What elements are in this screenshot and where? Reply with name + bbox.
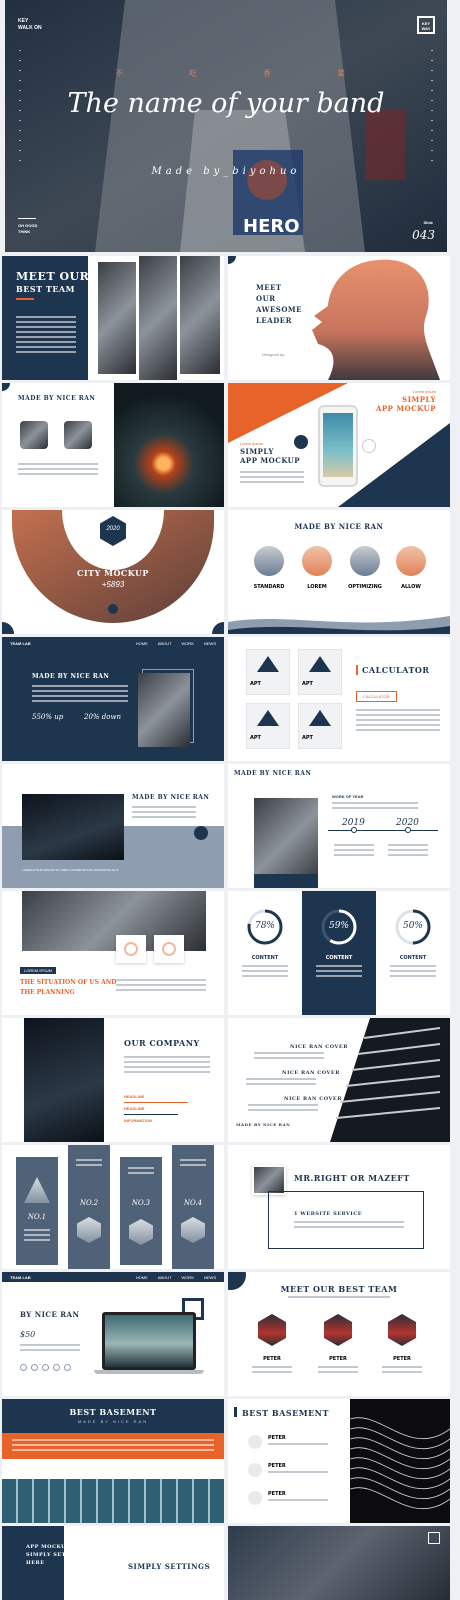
nice2-title: MADE BY NICE RAN [294, 522, 384, 531]
app-title-1: SIMPLY [402, 395, 436, 404]
basement1-building [2, 1479, 224, 1523]
hero-logo-line-1: KEY [421, 21, 431, 26]
building-footer: MADE BY NICE RAN [236, 1122, 291, 1127]
laptop-nav [136, 1275, 216, 1280]
leader-line-2: OUR [256, 294, 276, 303]
app-icon-right [362, 439, 376, 453]
percent-text-1 [242, 965, 288, 980]
leader-corner-circle [228, 256, 236, 264]
hero-slide[interactable] [5, 0, 447, 252]
slide-hex-cards[interactable] [2, 1145, 224, 1269]
hero-shirt-text: HERO [243, 216, 300, 237]
building-text-2 [246, 1078, 316, 1088]
situation-text [116, 979, 206, 994]
situation-title-1: THE SITUATION OF US AND [20, 979, 117, 986]
slide-nice-ran-2[interactable] [228, 510, 450, 634]
company-tag-2: HEADLINE [124, 1106, 145, 1111]
social-icon-1[interactable] [20, 1364, 27, 1371]
basement2-text-2 [268, 1471, 328, 1476]
hexcard-1 [16, 1157, 58, 1265]
app-left-kicker: Lorem ipsum [240, 441, 264, 446]
phone-screen [323, 413, 353, 477]
building-item-2: NICE RAN COVER [282, 1070, 340, 1076]
nice3-nav-home[interactable]: HOME [135, 641, 148, 646]
laptop-price: $50 [20, 1330, 36, 1339]
laptop-screen [102, 1312, 196, 1370]
nice2-circle-1 [254, 546, 284, 576]
team2-avatar-3 [388, 1314, 416, 1346]
app-title-2: APP MOCKUP [375, 404, 436, 413]
company-text [124, 1056, 210, 1076]
nice2-label-4: ALLOW [401, 584, 421, 590]
slide-nice-ran-3[interactable] [2, 637, 224, 761]
building-text-3 [248, 1104, 318, 1114]
team2-name-2: PETER [329, 1356, 347, 1362]
percent-value-2: 59% [328, 921, 349, 931]
social-icon-3[interactable] [42, 1364, 49, 1371]
hero-bottom-line-2: THINK [18, 229, 31, 234]
nice1-thumb-2 [64, 421, 92, 449]
timeline-year-2: 2020 [396, 818, 419, 828]
slide-basement-2[interactable] [228, 1399, 450, 1523]
nice3-nav-work[interactable]: WORK [181, 641, 194, 646]
basement2-icon-3 [248, 1491, 262, 1505]
app-left-title [240, 447, 300, 465]
slide-mr-right[interactable] [228, 1145, 450, 1269]
nice4-footer-text: LOREM IPSUM DOLOR SIT AMET CONSECTETUR ADIPISICING ELIT [22, 868, 119, 872]
slide-percentages[interactable] [228, 891, 450, 1015]
nice3-stat-2: 20% down [84, 713, 121, 721]
hero-subtitle: Made by_biyohuo [151, 166, 301, 177]
nice4-title: MADE BY NICE RAN [132, 794, 210, 801]
app-left-title-2: APP MOCKUP [240, 456, 301, 465]
social-icon-4[interactable] [53, 1364, 60, 1371]
laptop-nav-about[interactable]: ABOUT [157, 1275, 172, 1280]
basement1-title: BEST BASEMENT [69, 1407, 157, 1417]
slide-calculator[interactable] [228, 637, 450, 761]
nice2-label-3: OPTIMIZING [348, 584, 382, 590]
basement2-title: BEST BASEMENT [242, 1408, 329, 1418]
timeline-year-1: 2019 [342, 818, 365, 828]
team2-name-1: PETER [263, 1356, 281, 1362]
slide-meet-team[interactable] [2, 256, 224, 380]
nice4-text [132, 806, 196, 821]
company-tag-1: HEADLINE [124, 1094, 145, 1099]
hero-char-3: 香 [263, 69, 271, 78]
bottom-center-title: SIMPLY SETTINGS [128, 1562, 211, 1571]
social-icon-5[interactable] [64, 1364, 71, 1371]
meet-team-title-2: BEST TEAM [16, 284, 75, 294]
app-left-text [240, 471, 304, 486]
basement2-wave-art [350, 1399, 450, 1523]
hexcard-3 [120, 1157, 162, 1265]
laptop-nav-work[interactable]: WORK [181, 1275, 194, 1280]
nice2-circle-3 [350, 546, 380, 576]
slide-basement-1[interactable] [2, 1399, 224, 1523]
mr-right-box [268, 1191, 424, 1249]
hexcard-label-2: NO.2 [79, 1199, 99, 1207]
calc-card-2 [298, 649, 342, 695]
calc-title: CALCULATOR [362, 665, 430, 675]
hexcard-label-4: NO.4 [183, 1199, 203, 1207]
team2-name-3: PETER [393, 1356, 411, 1362]
slide-company[interactable] [2, 1018, 224, 1142]
team2-title: MEET OUR BEST TEAM [280, 1284, 398, 1294]
calc-title-accent [356, 665, 358, 675]
app-title [376, 395, 436, 413]
slide-nice-ran-1[interactable] [2, 383, 224, 507]
calc-item-3: APT [250, 735, 261, 741]
mr-right-subtitle: 1 WEBSITE SERVICE [294, 1211, 363, 1217]
social-icon-2[interactable] [31, 1364, 38, 1371]
nice1-title: MADE BY NICE RAN [18, 395, 96, 402]
hero-dot-column-right [431, 50, 433, 170]
basement2-icon-2 [248, 1463, 262, 1477]
basement2-item-2: PETER [268, 1463, 286, 1469]
situation-title-2: THE PLANNING [20, 989, 75, 996]
nice3-nav-about[interactable]: ABOUT [157, 641, 172, 646]
nice3-nav-news[interactable]: NEWS [204, 641, 216, 646]
laptop-nav-news[interactable]: NEWS [204, 1275, 216, 1280]
leader-caption: Designed by.. [262, 352, 287, 357]
hero-page-label: Slide [423, 220, 433, 225]
hero-char-4: 菜 [337, 69, 345, 78]
team2-sub [288, 1296, 390, 1301]
nice3-nav-left[interactable]: TEAM LAB [10, 641, 31, 646]
leader-title [256, 282, 302, 326]
campfire-photo [114, 383, 224, 507]
team2-text-2 [318, 1366, 358, 1376]
laptop-text [20, 1344, 80, 1354]
calc-card-1 [246, 649, 290, 695]
slide-laptop[interactable] [2, 1272, 224, 1396]
percent-value-1: 78% [254, 921, 275, 931]
timeline-axis [328, 830, 438, 831]
city-title: CITY MOCKUP [77, 568, 149, 578]
percent-label-2: CONTENT [325, 955, 353, 961]
basement2-item-3: PETER [268, 1491, 286, 1497]
basement2-text-1 [268, 1443, 328, 1448]
percent-value-3: 50% [402, 921, 423, 931]
nice1-thumb-1 [20, 421, 48, 449]
hero-chinese-row [115, 68, 345, 79]
timeline-text [332, 802, 418, 812]
calc-badge[interactable]: CALCULATOR [356, 691, 397, 702]
situation-badge-2 [154, 935, 184, 963]
meet-team-text-block [16, 316, 76, 356]
team2-avatar-1 [258, 1314, 286, 1346]
building-item-3: NICE RAN COVER [284, 1096, 342, 1102]
slide-situation[interactable] [2, 891, 224, 1015]
slide-app-mockup[interactable] [228, 383, 450, 507]
bottom-left-line-3: HERE [26, 1560, 45, 1566]
bottom-right-photo [228, 1526, 450, 1600]
nice4-photo [22, 794, 124, 860]
hexcard-4 [172, 1145, 214, 1269]
laptop-nav-left[interactable]: TEAM LAB [10, 1275, 31, 1280]
basement2-icon-1 [248, 1435, 262, 1449]
timeline-text-2 [388, 844, 428, 859]
bottom-left-line-1: APP MOCKUP [26, 1544, 71, 1550]
laptop-nav-home[interactable]: HOME [135, 1275, 148, 1280]
leader-line-4: LEADER [256, 316, 292, 325]
hero-title: The name of your band [67, 88, 385, 119]
hexcard-2 [68, 1145, 110, 1269]
calc-text [356, 709, 440, 734]
nice3-nav [136, 641, 216, 646]
situation-badge-1 [116, 935, 146, 963]
calc-item-1: APT [250, 681, 261, 687]
laptop-base [94, 1370, 204, 1374]
slide-meet-team-2[interactable] [228, 1272, 450, 1396]
nice3-title: MADE BY NICE RAN [32, 673, 110, 680]
calc-card-3 [246, 703, 290, 749]
percent-label-3: CONTENT [399, 955, 427, 961]
hero-page-number: 043 [412, 228, 435, 242]
hero-corner-label [18, 18, 42, 32]
team2-text-1 [252, 1366, 292, 1376]
calc-item-4: APT [302, 735, 313, 741]
team-photo-2 [139, 256, 177, 380]
company-photo [24, 1018, 104, 1142]
hero-bottom-left [18, 218, 37, 235]
timeline-title: MADE BY NICE RAN [234, 770, 312, 777]
hero-bottom-line-1: OH GOOD [18, 223, 38, 228]
percent-text-2 [316, 965, 362, 980]
bottom-right-logo-box[interactable] [428, 1532, 440, 1544]
company-bar-2 [124, 1114, 178, 1115]
hero-dot-column-left [19, 50, 21, 170]
nice1-corner-circle [2, 383, 10, 391]
nice2-circle-4 [396, 546, 426, 576]
city-scroll-button[interactable] [108, 604, 118, 614]
basement2-text-3 [268, 1499, 328, 1504]
hero-bottom-divider [18, 218, 36, 219]
building-photo [330, 1018, 450, 1142]
basement1-subtitle: MADE BY NICE RAN [77, 1419, 149, 1424]
team2-text-3 [382, 1366, 422, 1376]
percent-text-3 [390, 965, 436, 980]
mr-right-title: MR.RIGHT OR MAZEFT [294, 1173, 410, 1183]
situation-tag: LOREM IPSUM [20, 967, 56, 974]
hero-char-1: 不 [115, 69, 123, 78]
hero-logo-box[interactable] [417, 16, 435, 34]
hero-logo-line-2: WAY [421, 26, 431, 31]
building-text-1 [254, 1052, 324, 1062]
calc-item-2: APT [302, 681, 313, 687]
basement2-item-1: PETER [268, 1435, 286, 1441]
company-title: OUR COMPANY [124, 1038, 200, 1048]
meet-team-title-1: MEET OUR [16, 270, 90, 283]
leader-line-1: MEET [256, 283, 282, 292]
laptop-title: BY NICE RAN [20, 1310, 80, 1319]
app-left-title-1: SIMPLY [240, 447, 274, 456]
nice1-text-left [18, 463, 98, 478]
city-number: +5893 [101, 580, 125, 589]
hexcard-label-3: NO.3 [131, 1199, 151, 1207]
hero-corner-line-2: WALK ON [18, 25, 42, 31]
nice3-photo [138, 673, 190, 747]
percent-rings [228, 891, 450, 1015]
timeline-kicker: WORK OF YEAR [332, 794, 364, 799]
calc-card-4 [298, 703, 342, 749]
bottom-left-line-2: SIMPLY SETS [26, 1552, 71, 1558]
laptop-social-icons [20, 1364, 71, 1371]
slide-bottom-right[interactable] [228, 1526, 450, 1600]
team-photo-3 [180, 256, 220, 374]
hero-corner-line-1: KEY [18, 18, 29, 24]
building-item-1: NICE RAN COVER [290, 1044, 348, 1050]
basement1-text [12, 1439, 214, 1454]
nice4-play-button[interactable] [194, 826, 208, 840]
nice2-label-1: STANDARD [253, 584, 285, 590]
hexcard-label-1: NO.1 [27, 1213, 47, 1221]
hero-photo-illustration [5, 0, 447, 252]
slide-timeline[interactable] [228, 764, 450, 888]
percent-label-1: CONTENT [251, 955, 279, 961]
slide-building[interactable] [228, 1018, 450, 1142]
app-kicker: Lorem ipsum [412, 389, 436, 394]
meet-team-accent [16, 298, 34, 300]
city-year: 2020 [106, 526, 120, 532]
slide-city-mockup[interactable] [2, 510, 224, 634]
nice3-stat-1: 550% up [32, 713, 64, 721]
nice3-text [32, 685, 128, 705]
company-bar-1 [124, 1102, 188, 1103]
mr-right-text [294, 1221, 404, 1231]
leader-line-3: AWESOME [256, 305, 303, 314]
slide-leader[interactable] [228, 256, 450, 380]
phone-mockup [318, 405, 358, 487]
timeline-text-1 [334, 844, 374, 859]
hero-char-2: 吃 [189, 69, 197, 78]
leader-silhouette [308, 256, 448, 380]
basement2-accent [234, 1407, 237, 1417]
timeline-photo-bar [254, 874, 318, 888]
team2-avatar-2 [324, 1314, 352, 1346]
company-tag-3: INFORMATION [124, 1118, 152, 1123]
slide-bottom-left[interactable] [2, 1526, 224, 1600]
nice2-circle-2 [302, 546, 332, 576]
nice2-label-2: LOREM [307, 584, 327, 590]
nice2-wave [228, 608, 450, 634]
slide-nice-ran-4[interactable] [2, 764, 224, 888]
team-photo-1 [98, 262, 136, 374]
